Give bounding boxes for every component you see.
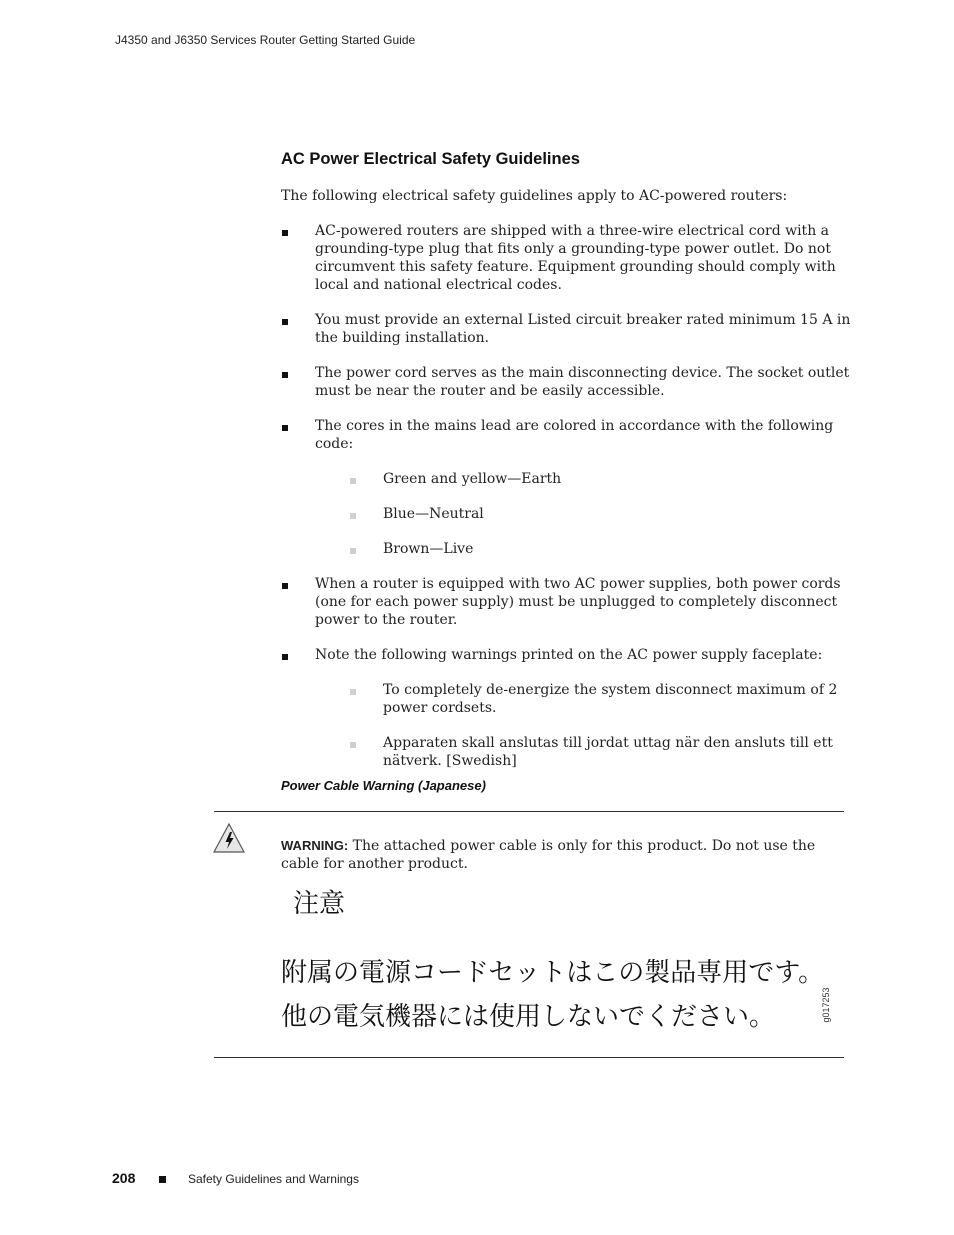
page-number: 208 (112, 1170, 136, 1186)
warning-label: WARNING: (281, 838, 349, 853)
bullet-square (282, 654, 288, 660)
list-item: The power cord serves as the main disconnecting device. The socket outlet must be near the router and be easily accessible. (281, 364, 851, 400)
footer-section-title: Safety Guidelines and Warnings (188, 1172, 359, 1186)
color-code-list (315, 470, 851, 558)
sub-bullet-square (350, 478, 356, 484)
sub-bullet-square (350, 742, 356, 748)
bullet-square (282, 372, 288, 378)
footer-square (159, 1176, 166, 1183)
japanese-warning-line-2: 他の電気機器には使用しないでください。 (281, 1002, 776, 1032)
bottom-divider (214, 1057, 844, 1058)
guidelines-list (281, 222, 851, 787)
sub-list-item: Apparaten skall anslutas till jordat uttag när den ansluts till ett nätverk. [Swedish] (315, 734, 851, 770)
bullet-square (282, 319, 288, 325)
list-item: AC-powered routers are shipped with a three-wire electrical cord with a grounding-type plug that fits only a grounding-type power outlet. Do not circumvent this safety feature. Equipment grounding should comply with local and national electrical codes. (281, 222, 851, 294)
list-item: You must provide an external Listed circuit breaker rated minimum 15 A in the building installation. (281, 311, 851, 347)
sub-bullet-square (350, 689, 356, 695)
sub-list-item: To completely de-energize the system disconnect maximum of 2 power cordsets. (315, 681, 851, 717)
list-item: When a router is equipped with two AC power supplies, both power cords (one for each power supply) must be unplugged to completely disconnect power to the router. (281, 575, 851, 629)
sub-list-item: Brown—Live (315, 540, 851, 558)
list-item: The cores in the mains lead are colored in accordance with the following code: Green and yellow—Earth Blue—Neutral Brown—Live (281, 417, 851, 558)
running-header: J4350 and J6350 Services Router Getting Started Guide (115, 33, 416, 47)
warning-subheading: Power Cable Warning (Japanese) (281, 778, 486, 793)
list-item: Note the following warnings printed on the AC power supply faceplate: To completely de-energize the system disconnect maximum of 2 power cordsets. Apparaten skall anslutas till jordat uttag när den ansluts till ett nätverk. [Swedish] (281, 646, 851, 770)
bullet-square (282, 583, 288, 589)
sub-bullet-square (350, 513, 356, 519)
intro-paragraph: The following electrical safety guidelines apply to AC-powered routers: (281, 188, 788, 204)
bullet-square (282, 230, 288, 236)
section-title: AC Power Electrical Safety Guidelines (281, 150, 580, 168)
japanese-caution-heading: 注意 (293, 889, 346, 919)
sub-bullet-square (350, 548, 356, 554)
electrical-hazard-icon (213, 822, 245, 854)
faceplate-warning-list (315, 681, 851, 770)
warning-paragraph (281, 837, 846, 873)
sub-list-item: Blue—Neutral (315, 505, 851, 523)
japanese-warning-line-1: 附属の電源コードセットはこの製品専用です。 (281, 958, 825, 988)
bullet-square (282, 425, 288, 431)
figure-id: g017253 (821, 987, 831, 1023)
warning-body: The attached power cable is only for this product. Do not use the cable for another product. (281, 838, 816, 872)
top-divider (214, 811, 844, 812)
sub-list-item: Green and yellow—Earth (315, 470, 851, 488)
